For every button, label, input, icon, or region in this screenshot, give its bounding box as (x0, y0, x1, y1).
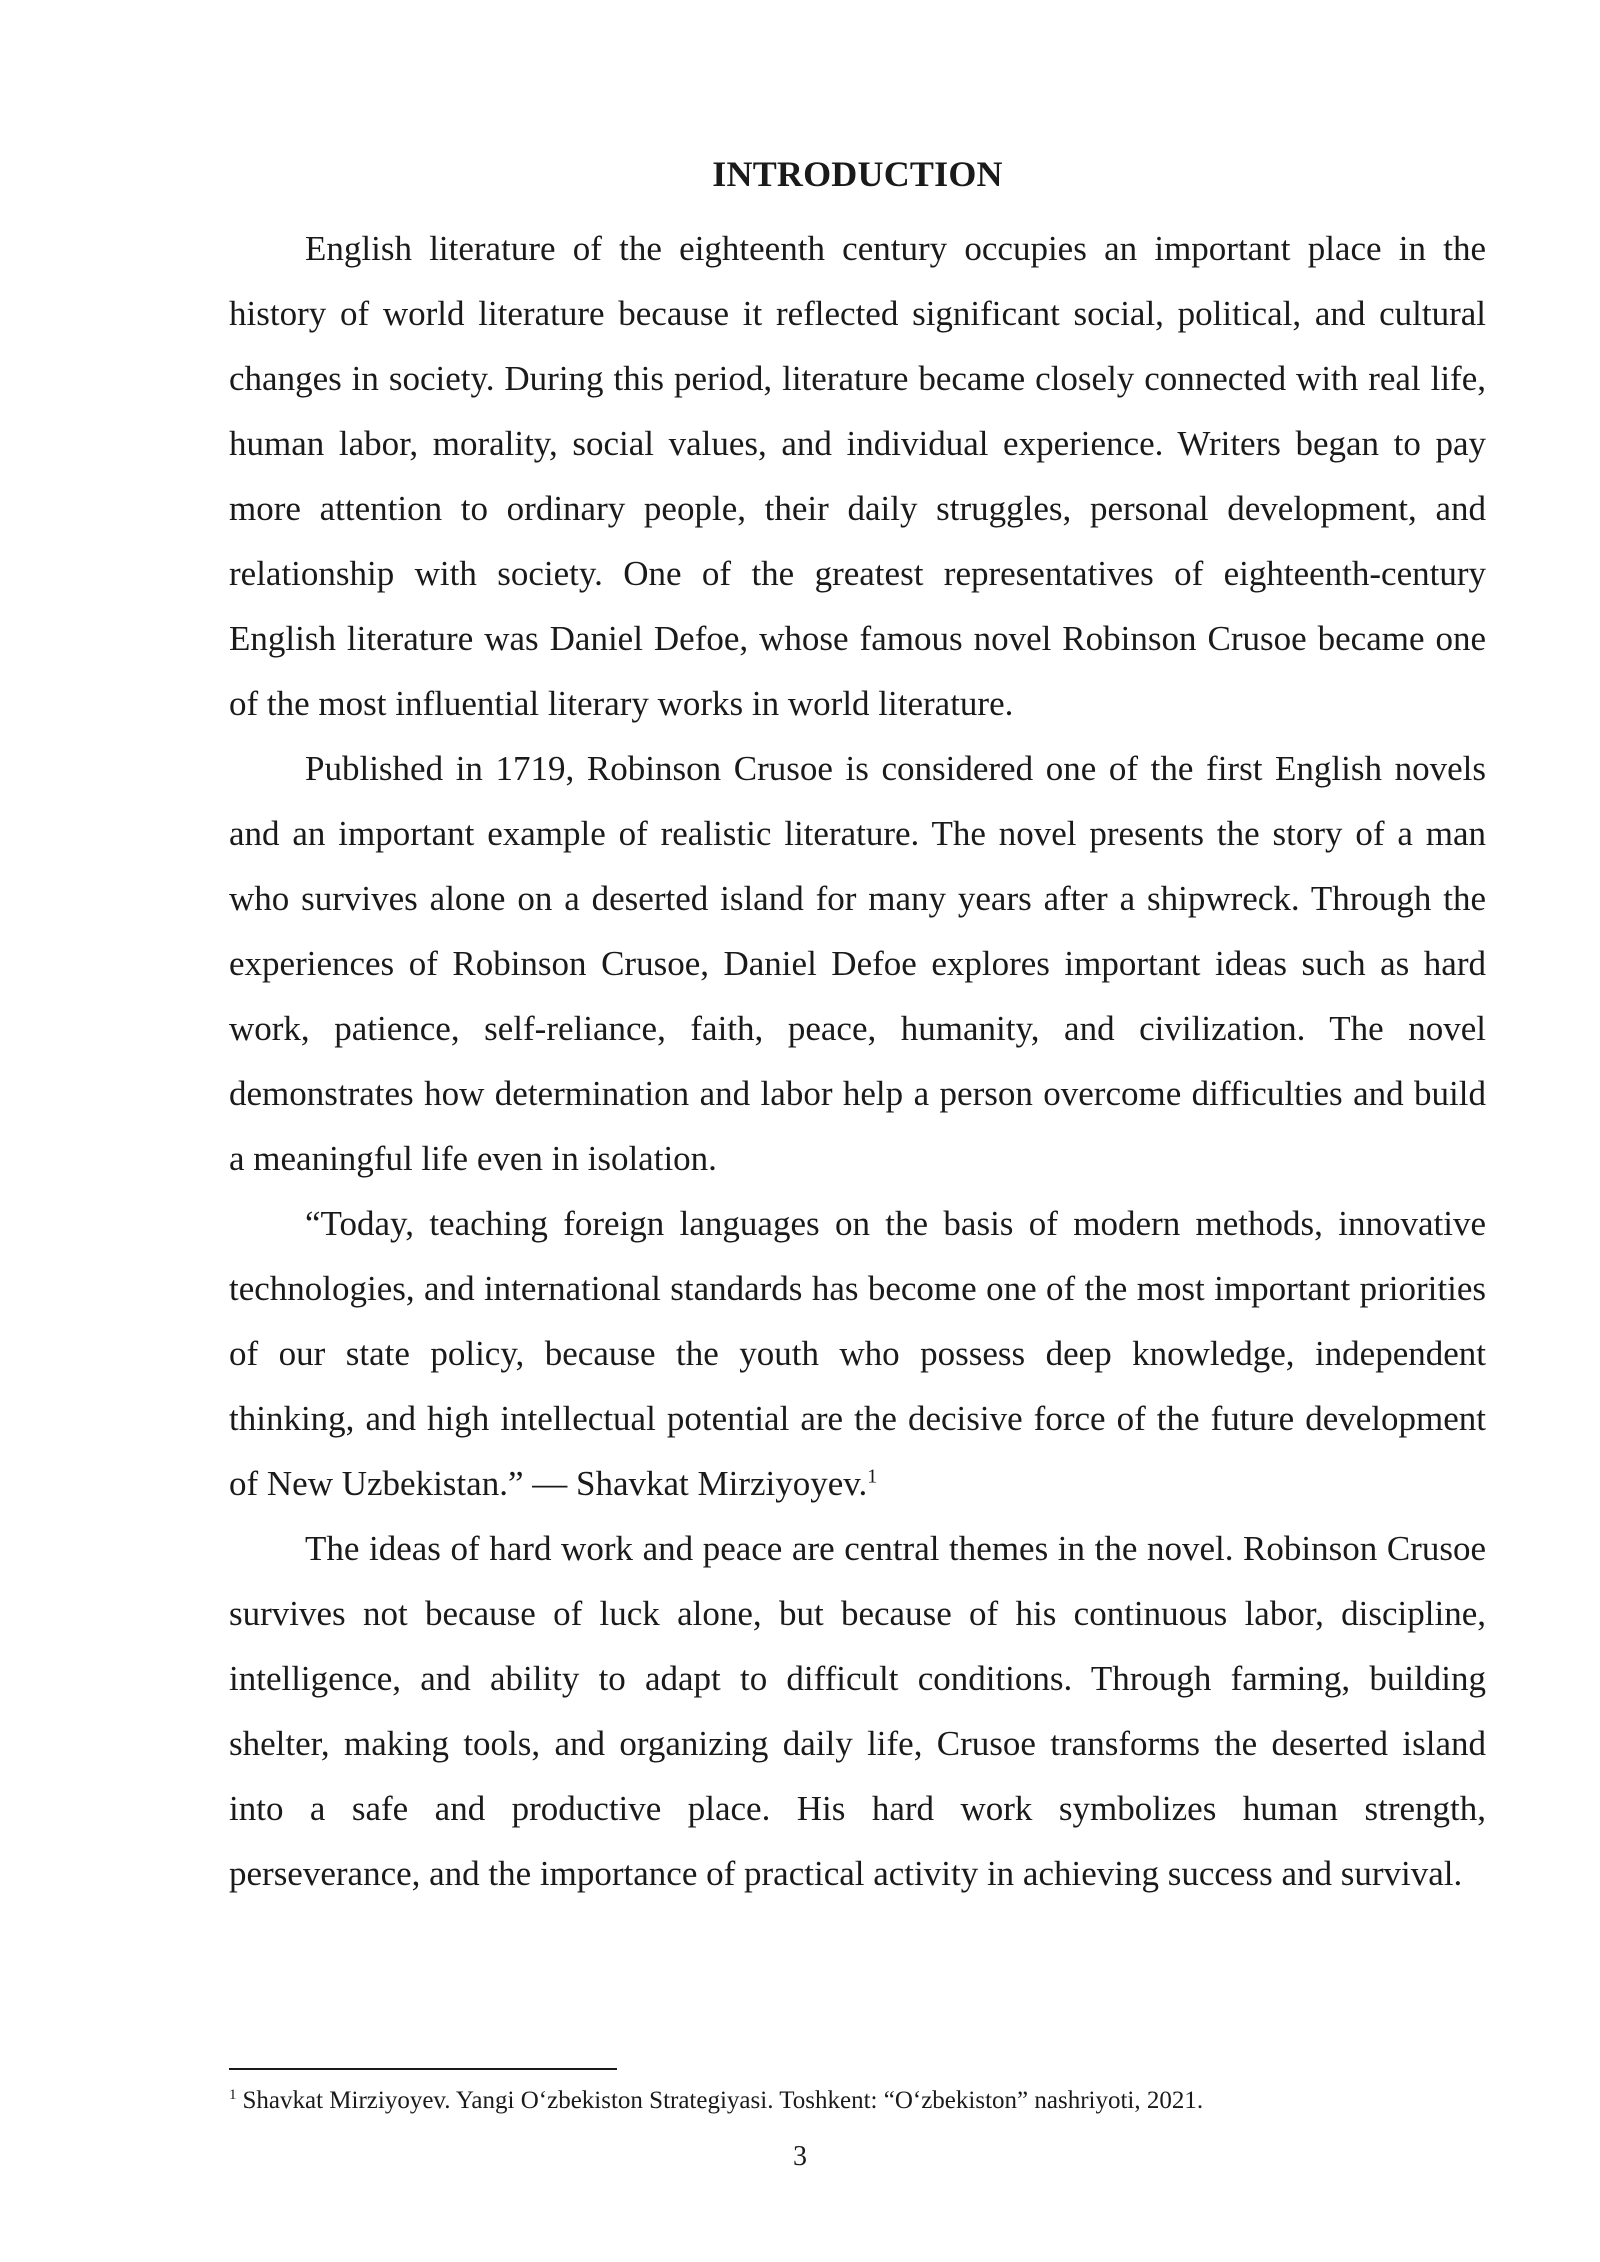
footnote-number: 1 (229, 2086, 237, 2103)
footnote-reference[interactable]: 1 (867, 1465, 878, 1488)
paragraph-2: Published in 1719, Robinson Crusoe is considered one of the first English novels and an important example of realistic literature. The novel presents the story of a man who survives alone on a deserted island for many years after a shipwreck. Through the experiences of Robinson Crusoe, Daniel Defoe explores important ideas such as hard work, patience, self-reliance, faith, peace, humanity, and civilization. The novel demonstrates how determination and labor help a person overcome difficulties and build a meaningful life even in isolation. (229, 749, 1486, 1178)
paragraph-3-quote (229, 1191, 1486, 1516)
quote-text: “Today, teaching foreign languages on the basis of modern methods, innovative technologies, and international standards has become one of the most important priorities of our state policy, because the youth who possess deep knowledge, independent thinking, and high intellectual potential are the decisive force of the future development of New Uzbekistan.” — Shavkat Mirziyoyev. (229, 1204, 1486, 1503)
footnote-divider (229, 2068, 617, 2070)
page-title: INTRODUCTION (712, 154, 1003, 194)
footnote (229, 2084, 1486, 2118)
paragraph-4: The ideas of hard work and peace are central themes in the novel. Robinson Crusoe survives not because of luck alone, but because of his continuous labor, discipline, intelligence, and ability to adapt to difficult conditions. Through farming, building shelter, making tools, and organizing daily life, Crusoe transforms the deserted island into a safe and productive place. His hard work symbolizes human strength, perseverance, and the importance of practical activity in achieving success and survival. (229, 1529, 1486, 1893)
paragraph-1: English literature of the eighteenth century occupies an important place in the history of world literature because it reflected significant social, political, and cultural changes in society. During this period, literature became closely connected with real life, human labor, morality, social values, and individual experience. Writers began to pay more attention to ordinary people, their daily struggles, personal development, and relationship with society. One of the greatest representatives of eighteenth-century English literature was Daniel Defoe, whose famous novel Robinson Crusoe became one of the most influential literary works in world literature. (229, 229, 1486, 723)
page-number: 3 (793, 2141, 807, 2172)
page-body (229, 150, 1486, 1906)
footnote-text: Shavkat Mirziyoyev. Yangi O‘zbekiston Strategiyasi. Toshkent: “O‘zbekiston” nashriyoti, 2021. (242, 2087, 1204, 2114)
